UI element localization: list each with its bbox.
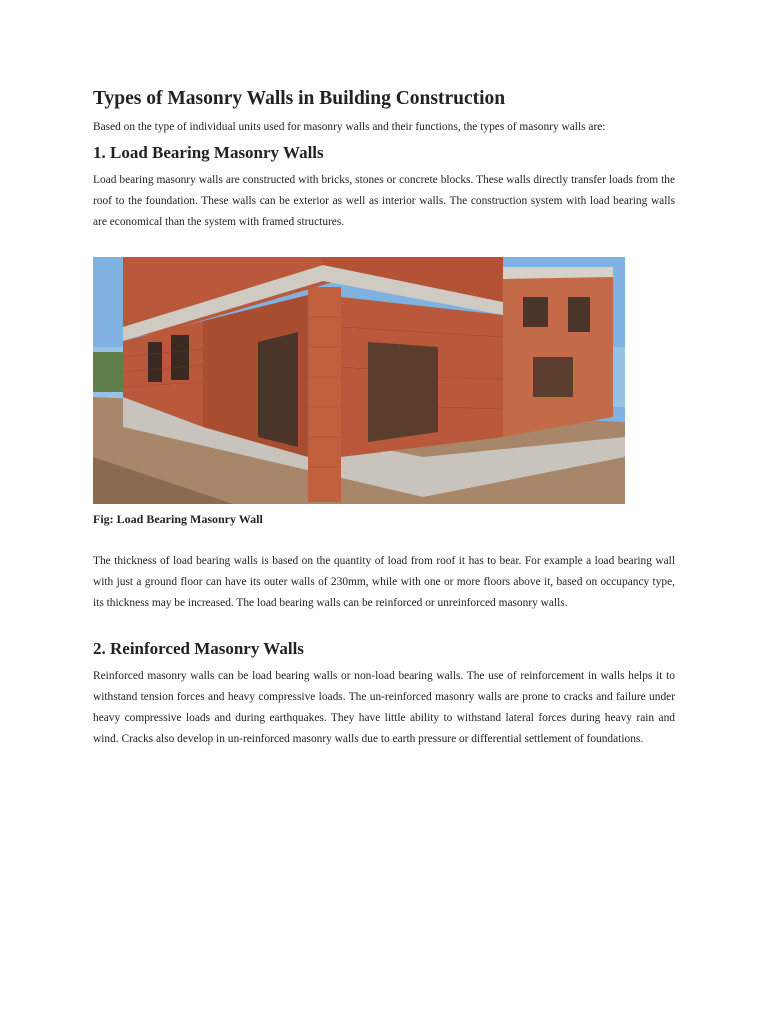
reinforced-paragraph-1: Reinforced masonry walls can be load bearing walls or non-load bearing walls. The use of reinforcement in walls helps it to withstand tension forces and heavy compressive loads. The un-reinforced masonry walls are prone to cracks and failure under heavy compressive loads and during earthquakes. They have little ability to withstand lateral forces during heavy rain and wind. Cracks also develop in un-reinforced masonry walls due to earth pressure or differential settlement of foundations. (93, 670, 675, 745)
load-bearing-paragraph-1: Load bearing masonry walls are constructed with bricks, stones or concrete blocks. These walls directly transfer loads from the roof to the foundation. These walls can be exterior as well as interior walls. The construction system with load bearing walls are economical than the system with framed structures. (93, 174, 675, 228)
window-opening (171, 335, 189, 380)
intro-paragraph: Based on the type of individual units used for masonry walls and their functions, the types of masonry walls are: (93, 121, 606, 133)
far-right-building (503, 267, 613, 437)
section-heading-load-bearing: 1. Load Bearing Masonry Walls (93, 143, 324, 162)
document-page (93, 86, 675, 750)
load-bearing-wall-photo (93, 257, 625, 504)
window-opening (148, 342, 162, 382)
window-opening (533, 357, 573, 397)
brick-building-illustration (93, 257, 625, 504)
section-heading-reinforced: 2. Reinforced Masonry Walls (93, 639, 304, 658)
document-title: Types of Masonry Walls in Building Construction (93, 88, 506, 109)
figure-caption: Fig: Load Bearing Masonry Wall (93, 512, 263, 526)
porch-opening (368, 342, 438, 442)
window-opening (568, 297, 590, 332)
trees (93, 352, 123, 392)
window-opening (523, 297, 548, 327)
door-opening (258, 332, 298, 447)
load-bearing-paragraph-2: The thickness of load bearing walls is based on the quantity of load from roof it has to bear. For example a load bearing wall with just a ground floor can have its outer walls of 230mm, while with one or more floors above it, based on occupancy type, its thickness may be increased. The load bearing walls can be reinforced or unreinforced masonry walls. (93, 555, 675, 609)
corner-column (308, 287, 341, 502)
